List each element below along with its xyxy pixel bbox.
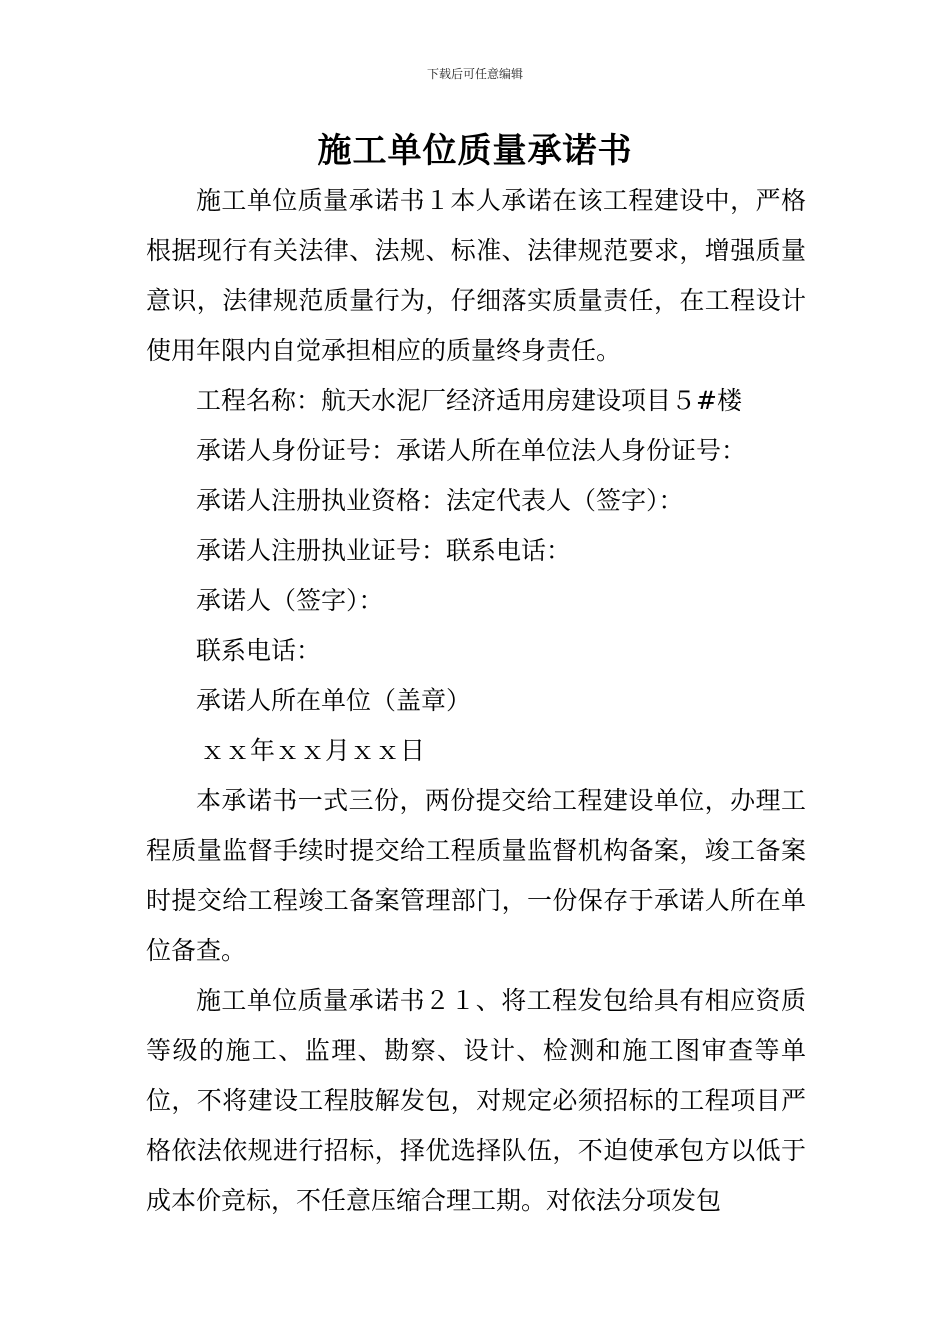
paragraph-second-commitment: 施工单位质量承诺书２１、将工程发包给具有相应资质等级的施工、监理、勘察、设计、检测和施工图审查等单位，不将建设工程肢解发包，对规定必须招标的工程项目严格依法依规进行招标，择优选择队伍，不迫使承包方以低于成本价竞标，不任意压缩合理工期。对依法分项发包 <box>146 986 806 1215</box>
line-project-name: 工程名称：航天水泥厂经济适用房建设项目５#楼 <box>196 386 742 415</box>
paragraph-commitment: 施工单位质量承诺书１本人承诺在该工程建设中，严格根据现行有关法律、法规、标准、法律规范要求，增强质量意识，法律规范质量行为，仔细落实质量责任，在工程设计使用年限内自觉承担相应的质量终身责任。 <box>146 186 806 365</box>
document-body <box>146 176 806 1226</box>
line-phone: 联系电话： <box>196 636 322 665</box>
line-id-numbers: 承诺人身份证号：承诺人所在单位法人身份证号： <box>196 436 747 465</box>
line-signature: 承诺人（签字）： <box>196 586 384 615</box>
paragraph-copies: 本承诺书一式三份，两份提交给工程建设单位，办理工程质量监督手续时提交给工程质量监督机构备案，竣工备案时提交给工程竣工备案管理部门，一份保存于承诺人所在单位备查。 <box>146 786 806 965</box>
line-license-no: 承诺人注册执业证号：联系电话： <box>196 536 572 565</box>
line-date: ｘｘ年ｘｘ月ｘｘ日 <box>200 736 426 765</box>
document-title: 施工单位质量承诺书 <box>317 131 633 171</box>
line-qualification: 承诺人注册执业资格：法定代表人（签字）： <box>196 486 684 515</box>
header-note: 下载后可任意编辑 <box>426 67 523 81</box>
line-unit-seal: 承诺人所在单位（盖章） <box>196 686 472 715</box>
